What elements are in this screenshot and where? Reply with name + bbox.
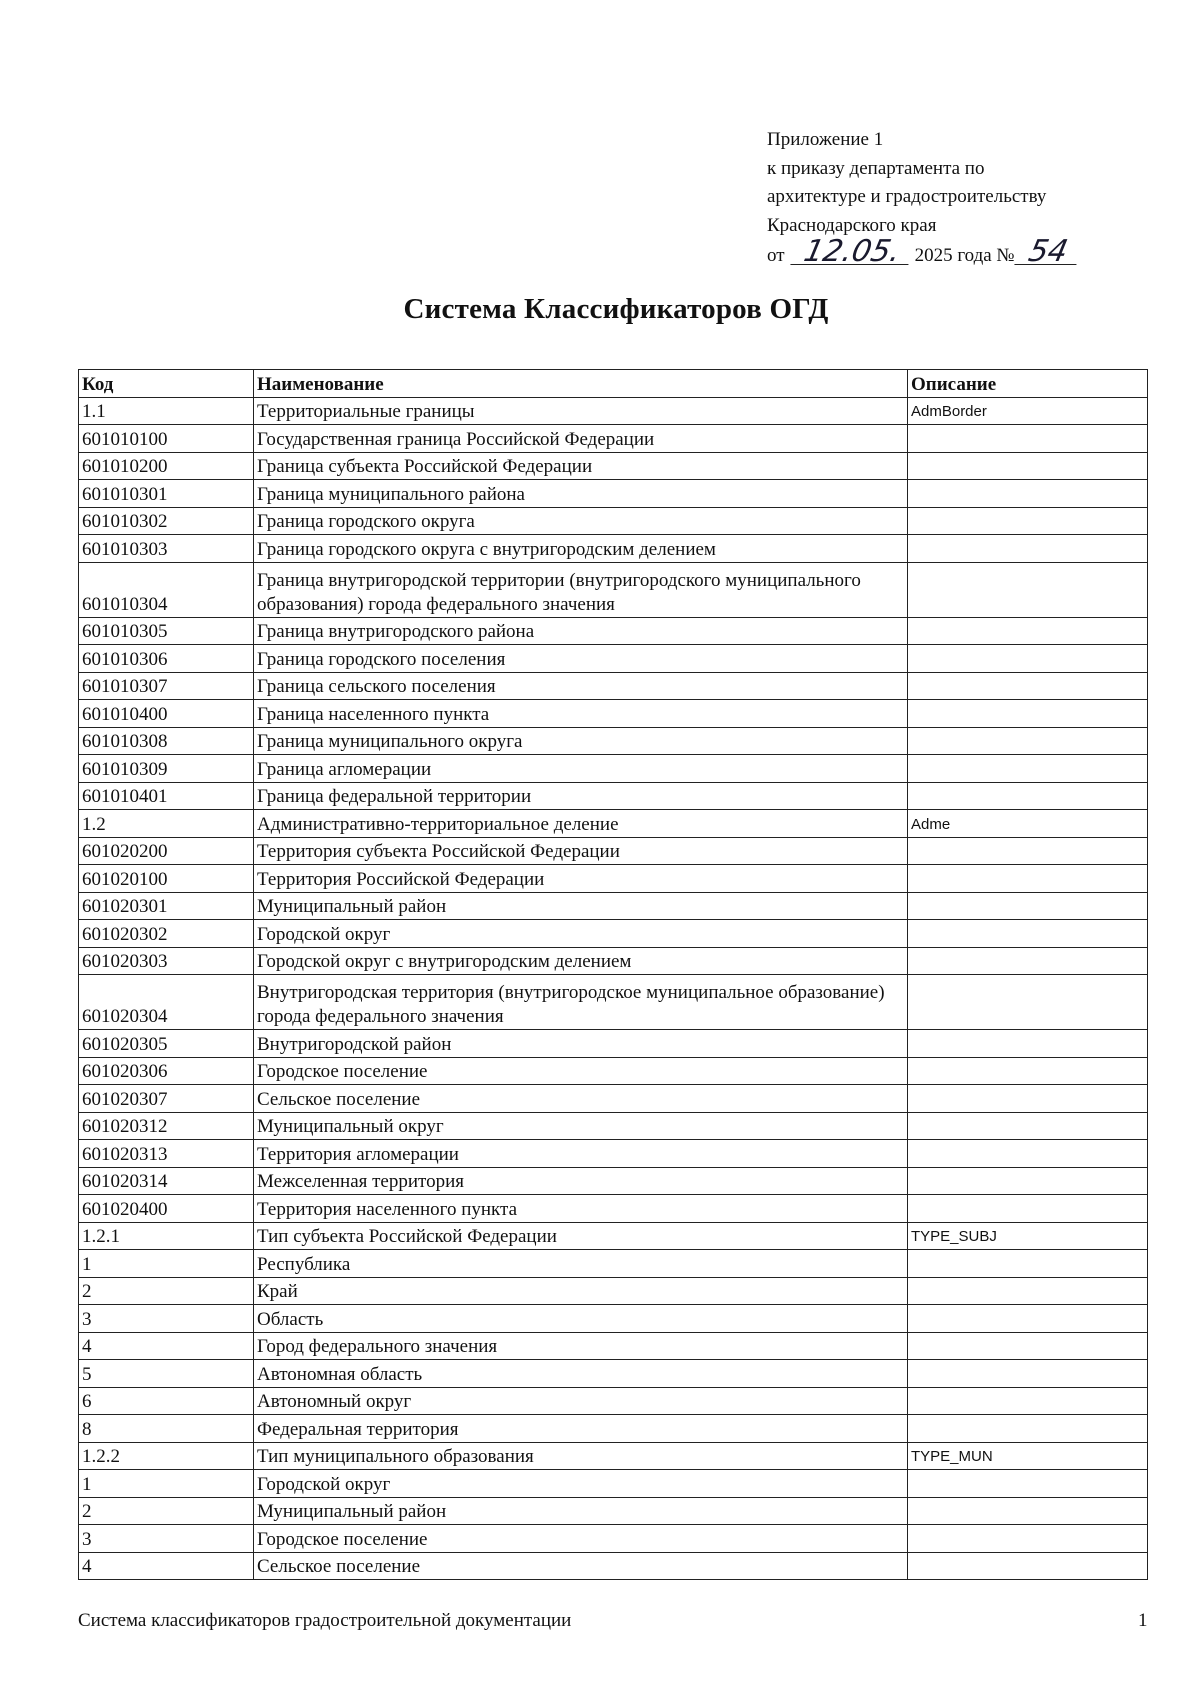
cell-description	[908, 1525, 1148, 1553]
cell-code: 5	[79, 1360, 254, 1388]
cell-description	[908, 1112, 1148, 1140]
cell-name: Граница муниципального района	[254, 480, 908, 508]
cell-description	[908, 975, 1148, 1030]
cell-code: 1.2.2	[79, 1442, 254, 1470]
cell-description	[908, 1277, 1148, 1305]
table-row	[79, 920, 1148, 948]
cell-description	[908, 837, 1148, 865]
cell-description	[908, 727, 1148, 755]
cell-name: Граница внутригородского района	[254, 617, 908, 645]
table-row	[79, 1030, 1148, 1058]
cell-code: 601010302	[79, 507, 254, 535]
cell-code: 601020303	[79, 947, 254, 975]
cell-description	[908, 425, 1148, 453]
cell-name: Граница субъекта Российской Федерации	[254, 452, 908, 480]
cell-description	[908, 1552, 1148, 1580]
table-row	[79, 1387, 1148, 1415]
table-row	[79, 1415, 1148, 1443]
table-row	[79, 700, 1148, 728]
table-row	[79, 1250, 1148, 1278]
cell-description	[908, 1360, 1148, 1388]
classifier-table	[78, 369, 1148, 1580]
cell-description	[908, 1470, 1148, 1498]
table-row	[79, 617, 1148, 645]
cell-name: Межселенная территория	[254, 1167, 908, 1195]
cell-code: 601020314	[79, 1167, 254, 1195]
cell-code: 601010304	[79, 562, 254, 617]
cell-description	[908, 1332, 1148, 1360]
handwritten-date: 12.05.	[790, 240, 913, 265]
cell-description	[908, 1057, 1148, 1085]
cell-name: Сельское поселение	[254, 1552, 908, 1580]
cell-description	[908, 1140, 1148, 1168]
table-row	[79, 1057, 1148, 1085]
cell-code: 6	[79, 1387, 254, 1415]
cell-code: 601020306	[79, 1057, 254, 1085]
cell-code: 1.2.1	[79, 1222, 254, 1250]
cell-description: Adme	[908, 810, 1148, 838]
cell-code: 601010307	[79, 672, 254, 700]
cell-name: Граница внутригородской территории (внутригородского муниципального образования) города федерального значения	[254, 562, 908, 617]
cell-name: Республика	[254, 1250, 908, 1278]
cell-name: Территория субъекта Российской Федерации	[254, 837, 908, 865]
table-row	[79, 507, 1148, 535]
cell-code: 601020302	[79, 920, 254, 948]
cell-description	[908, 865, 1148, 893]
cell-name: Край	[254, 1277, 908, 1305]
cell-description	[908, 507, 1148, 535]
cell-name: Граница населенного пункта	[254, 700, 908, 728]
cell-name: Городской округ	[254, 1470, 908, 1498]
cell-description	[908, 1085, 1148, 1113]
cell-description	[908, 672, 1148, 700]
cell-description	[908, 920, 1148, 948]
cell-name: Тип субъекта Российской Федерации	[254, 1222, 908, 1250]
cell-name: Тип муниципального образования	[254, 1442, 908, 1470]
cell-description	[908, 1305, 1148, 1333]
cell-name: Территория Российской Федерации	[254, 865, 908, 893]
cell-code: 601010303	[79, 535, 254, 563]
table-row	[79, 645, 1148, 673]
column-header-description: Описание	[908, 370, 1148, 398]
cell-name: Область	[254, 1305, 908, 1333]
cell-name: Граница городского округа	[254, 507, 908, 535]
table-header-row	[79, 370, 1148, 398]
cell-code: 4	[79, 1332, 254, 1360]
cell-name: Город федерального значения	[254, 1332, 908, 1360]
cell-description	[908, 700, 1148, 728]
cell-code: 3	[79, 1305, 254, 1333]
cell-name: Городской округ	[254, 920, 908, 948]
cell-name: Граница сельского поселения	[254, 672, 908, 700]
table-row	[79, 535, 1148, 563]
table-row	[79, 1305, 1148, 1333]
table-row	[79, 810, 1148, 838]
order-reference-line: к приказу департамента по	[767, 157, 985, 179]
document-title: Система Классификаторов ОГД	[403, 293, 829, 325]
page-number: 1	[1138, 1610, 1148, 1631]
cell-code: 601010306	[79, 645, 254, 673]
cell-description	[908, 452, 1148, 480]
appendix-header	[767, 126, 1167, 271]
region-line: Краснодарского края	[767, 214, 937, 236]
table-row	[79, 865, 1148, 893]
cell-name: Сельское поселение	[254, 1085, 908, 1113]
table-row	[79, 452, 1148, 480]
cell-name: Внутригородской район	[254, 1030, 908, 1058]
cell-name: Государственная граница Российской Федерации	[254, 425, 908, 453]
cell-description	[908, 535, 1148, 563]
cell-description	[908, 562, 1148, 617]
table-row	[79, 837, 1148, 865]
cell-name: Граница агломерации	[254, 755, 908, 783]
cell-code: 8	[79, 1415, 254, 1443]
column-header-code: Код	[79, 370, 254, 398]
cell-code: 601010100	[79, 425, 254, 453]
cell-name: Автономный округ	[254, 1387, 908, 1415]
table-row	[79, 947, 1148, 975]
cell-code: 601010308	[79, 727, 254, 755]
column-header-name: Наименование	[254, 370, 908, 398]
cell-name: Внутригородская территория (внутригородское муниципальное образование) города федерального значения	[254, 975, 908, 1030]
cell-code: 601020400	[79, 1195, 254, 1223]
order-date-line	[767, 234, 1167, 271]
table-row	[79, 1167, 1148, 1195]
table-row	[79, 892, 1148, 920]
table-row	[79, 755, 1148, 783]
cell-name: Городское поселение	[254, 1057, 908, 1085]
handwritten-order-number: 54	[1014, 240, 1081, 265]
cell-name: Административно-территориальное деление	[254, 810, 908, 838]
cell-name: Граница федеральной территории	[254, 782, 908, 810]
cell-code: 1.2	[79, 810, 254, 838]
appendix-label: Приложение 1	[767, 129, 884, 150]
cell-code: 601020313	[79, 1140, 254, 1168]
table-row	[79, 782, 1148, 810]
table-row	[79, 1222, 1148, 1250]
table-row	[79, 1112, 1148, 1140]
cell-code: 601020305	[79, 1030, 254, 1058]
cell-name: Автономная область	[254, 1360, 908, 1388]
cell-description	[908, 1030, 1148, 1058]
cell-description: TYPE_SUBJ	[908, 1222, 1148, 1250]
table-row	[79, 1140, 1148, 1168]
from-label: от	[767, 245, 785, 266]
cell-code: 1	[79, 1470, 254, 1498]
cell-code: 601010200	[79, 452, 254, 480]
cell-code: 601010305	[79, 617, 254, 645]
table-row	[79, 1552, 1148, 1580]
cell-name: Муниципальный район	[254, 1497, 908, 1525]
table-row	[79, 1442, 1148, 1470]
cell-description	[908, 1195, 1148, 1223]
table-row	[79, 397, 1148, 425]
table-row	[79, 1497, 1148, 1525]
cell-description	[908, 782, 1148, 810]
page-footer: Система классификаторов градостроительной документации	[78, 1610, 572, 1631]
cell-code: 601010400	[79, 700, 254, 728]
table-row	[79, 975, 1148, 1030]
cell-name: Граница городского поселения	[254, 645, 908, 673]
cell-code: 4	[79, 1552, 254, 1580]
cell-code: 601010309	[79, 755, 254, 783]
cell-code: 2	[79, 1277, 254, 1305]
department-line: архитектуре и градостроительству	[767, 186, 1047, 207]
table-row	[79, 562, 1148, 617]
table-row	[79, 1470, 1148, 1498]
cell-name: Муниципальный округ	[254, 1112, 908, 1140]
table-row	[79, 672, 1148, 700]
cell-name: Городской округ с внутригородским делением	[254, 947, 908, 975]
cell-code: 601010401	[79, 782, 254, 810]
cell-description	[908, 645, 1148, 673]
cell-description	[908, 892, 1148, 920]
cell-name: Граница муниципального округа	[254, 727, 908, 755]
cell-name: Муниципальный район	[254, 892, 908, 920]
cell-code: 3	[79, 1525, 254, 1553]
cell-code: 1.1	[79, 397, 254, 425]
cell-code: 2	[79, 1497, 254, 1525]
cell-description	[908, 1387, 1148, 1415]
cell-description	[908, 1250, 1148, 1278]
cell-name: Городское поселение	[254, 1525, 908, 1553]
table-row	[79, 425, 1148, 453]
cell-code: 601020100	[79, 865, 254, 893]
table-row	[79, 1195, 1148, 1223]
table-row	[79, 480, 1148, 508]
cell-name: Федеральная территория	[254, 1415, 908, 1443]
cell-description	[908, 1415, 1148, 1443]
cell-name: Территориальные границы	[254, 397, 908, 425]
cell-description	[908, 617, 1148, 645]
cell-description	[908, 1167, 1148, 1195]
table-row	[79, 1525, 1148, 1553]
cell-name: Граница городского округа с внутригородским делением	[254, 535, 908, 563]
cell-description	[908, 480, 1148, 508]
cell-code: 601020301	[79, 892, 254, 920]
table-row	[79, 1360, 1148, 1388]
table-body	[79, 397, 1148, 1580]
year-text: 2025 года №	[914, 245, 1015, 266]
cell-code: 601010301	[79, 480, 254, 508]
cell-description	[908, 947, 1148, 975]
cell-description: AdmBorder	[908, 397, 1148, 425]
cell-code: 601020304	[79, 975, 254, 1030]
cell-description: TYPE_MUN	[908, 1442, 1148, 1470]
cell-code: 601020200	[79, 837, 254, 865]
cell-code: 1	[79, 1250, 254, 1278]
cell-description	[908, 755, 1148, 783]
table-row	[79, 727, 1148, 755]
cell-name: Территория населенного пункта	[254, 1195, 908, 1223]
cell-name: Территория агломерации	[254, 1140, 908, 1168]
cell-code: 601020307	[79, 1085, 254, 1113]
table-row	[79, 1277, 1148, 1305]
cell-code: 601020312	[79, 1112, 254, 1140]
table-row	[79, 1085, 1148, 1113]
cell-description	[908, 1497, 1148, 1525]
table-row	[79, 1332, 1148, 1360]
